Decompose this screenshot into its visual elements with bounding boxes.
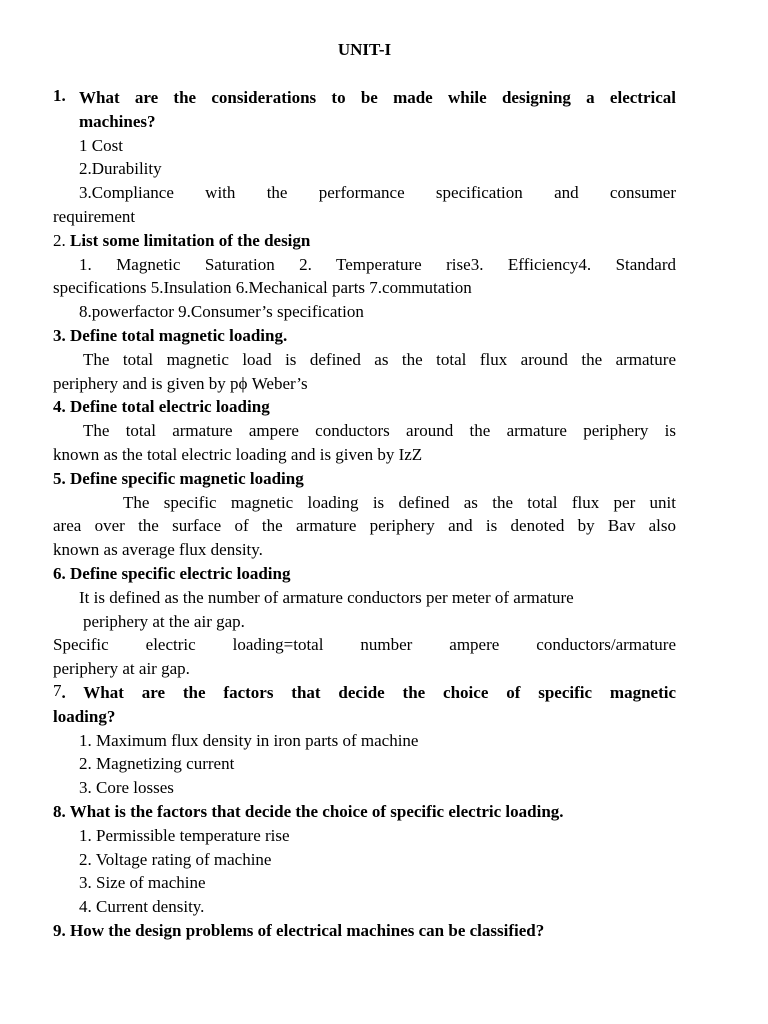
answer-7-item: 3. Core losses [79, 778, 174, 798]
question-3: 3. Define total magnetic loading. [53, 325, 288, 345]
answer-5-line-1: The specific magnetic loading is defined as the total flux per unit [123, 492, 676, 512]
answer-7-item: 2. Magnetizing current [79, 754, 235, 774]
answer-1-item: 2.Durability [79, 159, 162, 179]
question-7-number: 7 [53, 680, 62, 700]
answer-3-line-2: periphery and is given by pϕ Weber’s [53, 373, 308, 393]
question-7 [53, 681, 676, 705]
answer-6-line-3: Specific electric loading=total number ampere conductors/armature [53, 635, 676, 655]
answer-6-line-2: periphery at the air gap. [83, 611, 245, 631]
answer-2-line-1: 1. Magnetic Saturation 2. Temperature rise3. Efficiency4. Standard [79, 254, 676, 274]
document-page [53, 38, 676, 943]
answer-8-item: 4. Current density. [79, 897, 205, 917]
question-1-number: 1. [53, 86, 66, 105]
question-1-line-1: What are the considerations to be made while designing a electrical [79, 88, 676, 107]
answer-4-line-2: known as the total electric loading and is given by IzZ [53, 444, 423, 464]
question-1-line-2: machines? [79, 111, 156, 131]
answer-8-item: 2. Voltage rating of machine [79, 849, 272, 869]
answer-7-item: 1. Maximum flux density in iron parts of machine [79, 730, 419, 750]
question-2 [53, 229, 676, 253]
answer-6-line-1: It is defined as the number of armature conductors per meter of armature [79, 587, 574, 607]
answer-1-item: 1 Cost [79, 135, 123, 155]
question-2-text: List some limitation of the design [70, 230, 311, 250]
question-7-line-1: . What are the factors that decide the choice of specific magnetic [61, 682, 676, 702]
answer-8-item: 1. Permissible temperature rise [79, 825, 290, 845]
question-6: 6. Define specific electric loading [53, 563, 291, 583]
question-1 [53, 86, 676, 110]
answer-4-line-1: The total armature ampere conductors around the armature periphery is [83, 421, 676, 441]
question-2-number: 2. [53, 230, 70, 250]
question-9: 9. How the design problems of electrical machines can be classified? [53, 920, 545, 940]
answer-1-item-3-line-1: 3.Compliance with the performance specification and consumer [79, 183, 676, 203]
question-4: 4. Define total electric loading [53, 397, 270, 417]
answer-1-item-3-line-2: requirement [53, 206, 136, 226]
answer-6-line-4: periphery at air gap. [53, 659, 190, 679]
question-5: 5. Define specific magnetic loading [53, 468, 304, 488]
answer-2-line-2: specifications 5.Insulation 6.Mechanical parts 7.commutation [53, 278, 472, 298]
answer-5-line-3: known as average flux density. [53, 540, 263, 560]
answer-5-line-2: area over the surface of the armature periphery and is denoted by Bav also [53, 516, 676, 536]
answer-8-item: 3. Size of machine [79, 873, 206, 893]
answer-2-line-3: 8.powerfactor 9.Consumer’s specification [79, 302, 364, 322]
question-8: 8. What is the factors that decide the choice of specific electric loading. [53, 801, 564, 821]
question-7-line-2: loading? [53, 706, 116, 726]
page-title: UNIT-I [337, 40, 392, 59]
answer-3-line-1: The total magnetic load is defined as the total flux around the armature [83, 349, 676, 369]
